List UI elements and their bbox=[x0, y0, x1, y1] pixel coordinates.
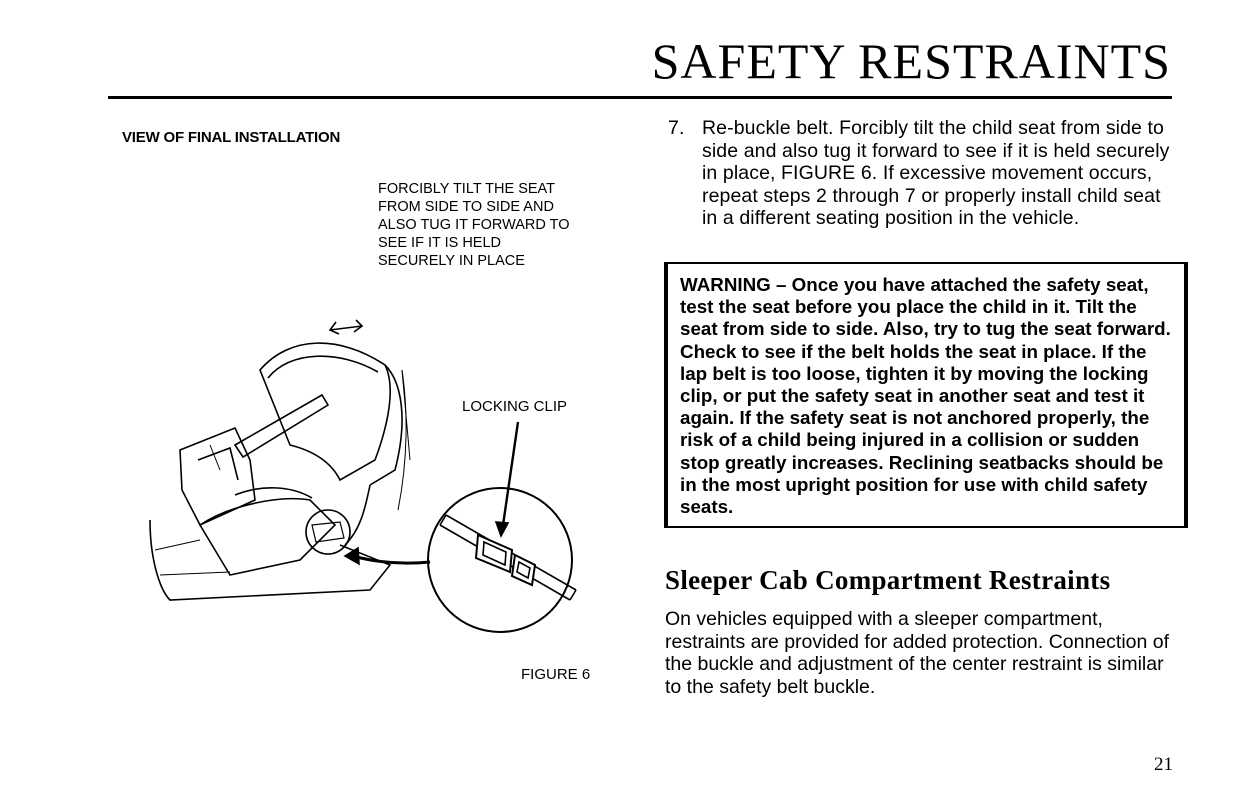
page-title: SAFETY RESTRAINTS bbox=[651, 33, 1171, 89]
tilt-callout: FORCIBLY TILT THE SEAT FROM SIDE TO SIDE AND ALSO TUG IT FORWARD TO SEE IF IT IS HELD SECURELY IN PLACE bbox=[378, 181, 570, 269]
tilt-arrow-icon bbox=[330, 320, 362, 334]
header-rule bbox=[108, 96, 1172, 99]
section-body: On vehicles equipped with a sleeper compartment, restraints are provided for added protection. Connection of the buckle and adjustment of the center restraint is similar to the safety belt buckle. bbox=[665, 608, 1170, 698]
step-text: Re-buckle belt. Forcibly tilt the child seat from side to side and also tug it forward to see if it is held securely in place, FIGURE 6. If excessive movement occurs, repeat steps 2 through 7 or properly install child seat in a different seating position in the vehicle. bbox=[702, 117, 1170, 229]
page-number: 21 bbox=[1154, 754, 1173, 775]
step-item bbox=[668, 117, 1178, 230]
step-number: 7. bbox=[668, 117, 685, 139]
child-seat-illustration bbox=[140, 310, 590, 640]
warning-box: WARNING – Once you have attached the safety seat, test the seat before you place the child in it. Tilt the seat from side to side. Also, try to tug the seat forward. Check to see if the belt holds the seat in place. If the lap belt is too loose, tighten it by moving the locking clip, or put the safety seat in another seat and test it again. If the safety seat is not anchored properly, the risk of a child being injured in a collision or sudden stop greatly increases. Reclining seatbacks should be in the most upright position for use with child safety seats. bbox=[664, 262, 1188, 528]
locking-clip-callout: LOCKING CLIP bbox=[462, 398, 568, 415]
figure-caption: FIGURE 6 bbox=[521, 666, 591, 683]
figure-view-label: VIEW OF FINAL INSTALLATION bbox=[122, 129, 341, 146]
seat-armrest bbox=[180, 428, 255, 525]
shoulder-belt bbox=[235, 395, 328, 457]
locking-clip-icon bbox=[476, 535, 535, 585]
section-heading: Sleeper Cab Compartment Restraints bbox=[665, 565, 1111, 595]
seat-back bbox=[260, 343, 390, 480]
